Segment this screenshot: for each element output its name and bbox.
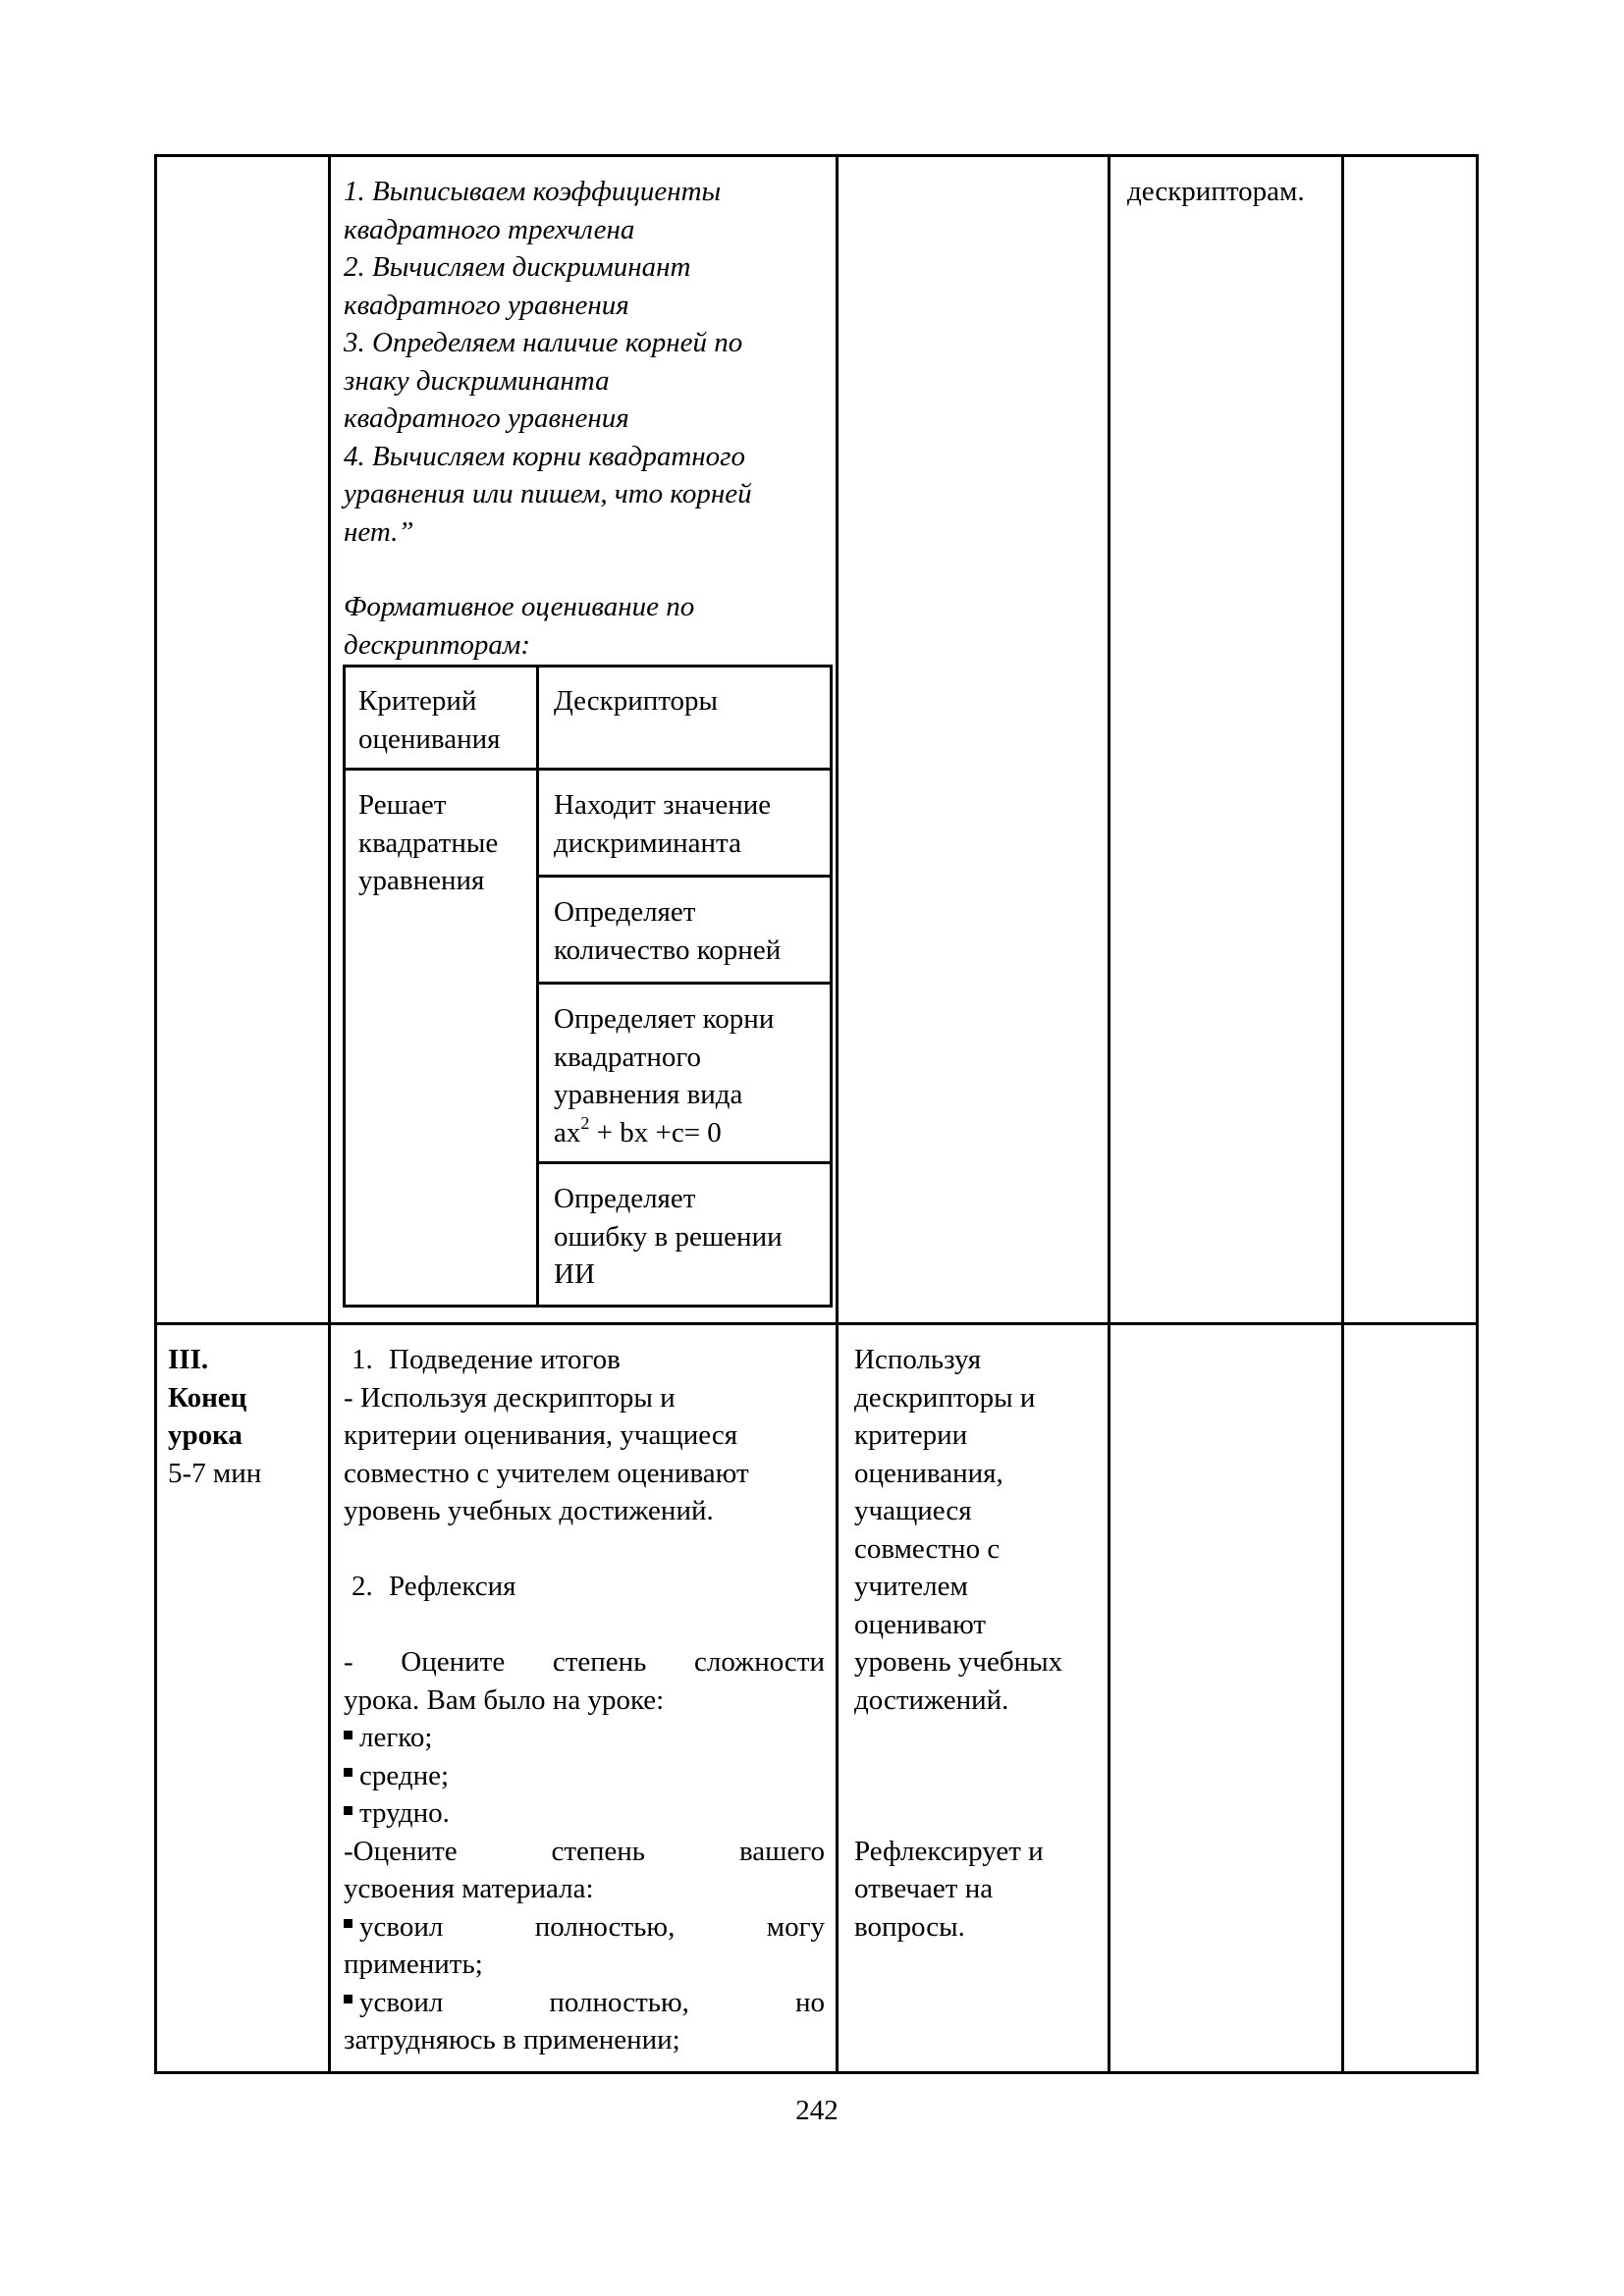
blank-line (344, 1606, 825, 1644)
table-border-top (154, 154, 1479, 157)
step-line: 3. Определяем наличие корней по (344, 327, 743, 358)
descriptor-line: уравнения вида (554, 1079, 743, 1110)
outcome-line: учителем (854, 1571, 968, 1602)
outcome-line: дескрипторы и (854, 1381, 1036, 1414)
inner-row-divider (536, 982, 833, 985)
inner-header-divider (343, 768, 833, 771)
formative-line: дескрипторам: (344, 628, 531, 661)
lesson-stage (168, 1341, 261, 1492)
list-number: 1. (352, 1344, 373, 1375)
criterion-cell (358, 786, 498, 900)
step-line: 1. Выписываем коэффициенты (344, 176, 722, 207)
stage-title-line: Конец (168, 1381, 247, 1414)
text-line: уровень учебных достижений. (344, 1495, 714, 1526)
bullet-text: средне; (359, 1759, 450, 1791)
bullet-item (344, 1984, 825, 2022)
column-line (836, 154, 839, 2074)
outcome-line: достижений. (854, 1683, 1009, 1716)
outcome-line: оценивания, (854, 1457, 1003, 1489)
step-line: нет.” (344, 515, 414, 548)
heading-text: Подведение итогов (389, 1344, 621, 1375)
header-criterion (358, 682, 501, 758)
formative-line: Формативное оценивание по (344, 591, 695, 622)
equation-base: ax (554, 1116, 581, 1148)
row-divider (154, 1322, 1479, 1325)
outcome-line: вопросы. (854, 1910, 965, 1943)
table-border-bottom (154, 2071, 1479, 2074)
header-descriptors (554, 682, 718, 721)
text-line: совместно с учителем оценивают (344, 1457, 749, 1489)
inner-row-divider (536, 875, 833, 878)
descriptor-cell (554, 786, 771, 862)
stage-title-line: III. (168, 1344, 209, 1375)
column-line (328, 154, 331, 2074)
justified-line: -Оцените степень вашего (344, 1835, 825, 1867)
bullet-text: усвоил полностью, могу (359, 1910, 825, 1943)
step-line: уравнения или пишем, что корней (344, 478, 752, 509)
outcome-line: уровень учебных (854, 1646, 1063, 1678)
justified-line: - Оцените степень сложности (344, 1646, 825, 1678)
inner-row-divider (536, 1161, 833, 1164)
criterion-line: квадратные (358, 827, 499, 859)
bullet-icon (344, 1731, 352, 1739)
outcome-line: критерии (854, 1419, 968, 1451)
equation-exponent: 2 (580, 1112, 590, 1133)
inner-column-line (536, 665, 539, 1308)
heading-text: Рефлексия (389, 1571, 516, 1602)
text-line: усвоения материала: (344, 1873, 594, 1904)
equation-rest: + bx +c= 0 (589, 1116, 722, 1148)
header-line: Дескрипторы (554, 685, 719, 717)
text-line: дескрипторам. (1127, 176, 1305, 207)
descriptor-line: Определяет корни (554, 1003, 775, 1035)
step-line: 2. Вычисляем дискриминант (344, 251, 691, 283)
criterion-line: уравнения (358, 865, 485, 896)
bullet-icon (344, 1768, 352, 1777)
stage-title-line: урока (168, 1419, 243, 1451)
bullet-icon (344, 1995, 352, 2003)
outcome-line (854, 1794, 1062, 1833)
bullet-text: усвоил полностью, но (359, 1986, 825, 2018)
outcome-line (854, 1719, 1062, 1757)
outcome-line (854, 1757, 1062, 1795)
inner-border-bottom (343, 1305, 833, 1308)
outcome-line: Используя (854, 1344, 982, 1375)
bullet-text: легко; (359, 1722, 433, 1753)
bullet-icon (344, 1919, 352, 1928)
outcome-line: совместно с (854, 1532, 1001, 1565)
column-line (1476, 154, 1479, 2074)
descriptor-cell (554, 1180, 783, 1294)
outcome-line: отвечает на (854, 1873, 994, 1904)
descriptor-line: квадратного (554, 1041, 702, 1073)
bullet-item (344, 1794, 825, 1833)
step-line: квадратного трехчлена (344, 213, 635, 245)
column-line (154, 154, 157, 2074)
header-line: оценивания (358, 722, 501, 755)
page-number: 242 (795, 2095, 839, 2126)
list-number: 2. (352, 1571, 373, 1602)
row1-col4-text (1127, 173, 1305, 211)
descriptor-line: дискриминанта (554, 827, 741, 859)
bullet-item (344, 1719, 825, 1757)
stage-duration: 5-7 мин (168, 1457, 262, 1489)
formative-assessment-label (344, 588, 830, 664)
text-line: затрудняюсь в применении; (344, 2024, 680, 2056)
outcome-line: учащиеся (854, 1495, 972, 1526)
descriptor-cell (554, 1000, 774, 1151)
descriptor-line: количество корней (554, 934, 782, 966)
descriptor-line: Определяет (554, 896, 696, 928)
student-activities (854, 1341, 1062, 1946)
step-line: квадратного уравнения (344, 402, 629, 434)
step-line: 4. Вычисляем корни квадратного (344, 440, 745, 472)
column-line (1108, 154, 1110, 2074)
criterion-line: Решает (358, 789, 447, 821)
bullet-item (344, 1908, 825, 1947)
numbered-heading (344, 1341, 825, 1379)
descriptor-line: ошибку в решении (554, 1220, 783, 1253)
bullet-icon (344, 1806, 352, 1815)
outcome-line: Рефлексирует и (854, 1835, 1044, 1867)
teacher-activities (344, 1341, 825, 2059)
column-line (1341, 154, 1344, 2074)
descriptor-line: ИИ (554, 1258, 595, 1290)
text-line: применить; (344, 1949, 483, 1980)
algorithm-steps (344, 173, 830, 551)
step-line: квадратного уравнения (344, 289, 629, 321)
numbered-heading (344, 1568, 825, 1606)
bullet-text: трудно. (359, 1797, 450, 1829)
descriptor-cell (554, 893, 781, 969)
text-line: - Используя дескрипторы и (344, 1381, 676, 1414)
bullet-item (344, 1757, 825, 1795)
outcome-line: оценивают (854, 1608, 987, 1640)
text-line: критерии оценивания, учащиеся (344, 1419, 738, 1451)
inner-column-line (343, 665, 346, 1308)
text-line: урока. Вам было на уроке: (344, 1683, 665, 1716)
inner-border-top (343, 665, 833, 667)
descriptor-line: Определяет (554, 1183, 696, 1214)
header-line: Критерий (358, 685, 477, 717)
inner-column-line (830, 665, 833, 1308)
blank-line (344, 1530, 825, 1569)
step-line: знаку дискриминанта (344, 364, 610, 397)
quadratic-equation (554, 1114, 774, 1152)
descriptor-line: Находит значение (554, 789, 772, 821)
